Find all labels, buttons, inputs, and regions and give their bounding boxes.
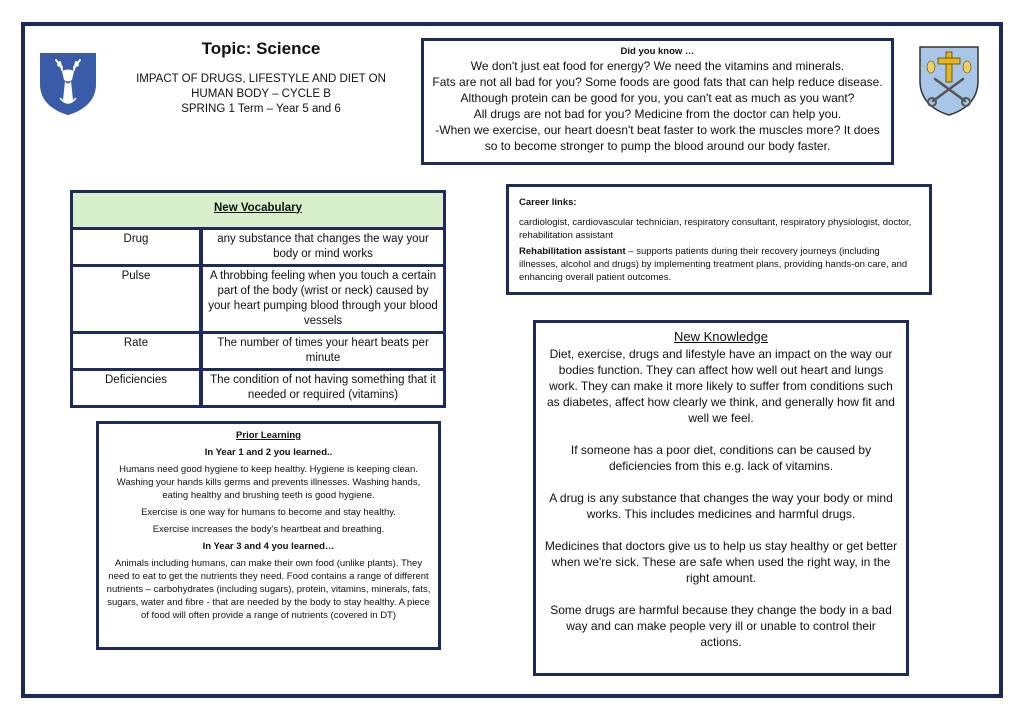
knowledge-paragraph: If someone has a poor diet, conditions can be caused by deficiencies from this e.g. lack of vitamins. [570,443,872,473]
fact-line: All drugs are not bad for you? Medicine from the doctor can help you. [473,107,842,121]
table-row [73,230,443,264]
prior-paragraph: Exercise increases the body's heartbeat and breathing. [152,524,385,535]
prior-learning-box [96,421,441,650]
vocabulary-table [70,190,446,408]
vocab-definition: any substance that changes the way your body or mind works [203,230,443,264]
knowledge-paragraph: Medicines that doctors give us to help us stay healthy or get better when we're sick. These are safe when used the right way, in the right amount. [544,539,898,585]
fact-line: -When we exercise, our heart doesn't beat faster to work the muscles more? It does [435,123,880,137]
year-1-2-heading: In Year 1 and 2 you learned.. [204,447,333,458]
table-row [73,267,443,331]
prior-paragraph: Humans need good hygiene to keep healthy. Hygiene is keeping clean. Washing your hands kills germs and prevents illnesses. Washing hands, eating healthy and brushing teeth is good hygiene. [116,464,421,501]
career-links-box [506,184,932,295]
vocab-term: Rate [73,334,203,368]
fact-line: so to become stronger to pump the blood around our body faster. [484,139,831,153]
cross-keys-crest-icon [917,43,981,117]
vocab-term: Deficiencies [73,371,203,405]
rehab-text: – supports patients during their recovery journeys (including illnesses, alcohol and drugs) by implementing treatment plans, providing hands-on care, and enhancing overall patient outcomes. [519,246,908,283]
did-you-know-heading: Did you know … [620,46,695,57]
new-knowledge-heading: New Knowledge [674,329,768,344]
rehab-description [519,245,919,284]
subtitle-line: SPRING 1 Term – Year 5 and 6 [181,103,341,115]
deer-crest-icon [38,50,98,116]
vocabulary-heading: New Vocabulary [73,193,443,227]
knowledge-paragraph: A drug is any substance that changes the way your body or mind works. This includes medicines and harmful drugs. [549,491,893,521]
vocab-definition: A throbbing feeling when you touch a certain part of the body (wrist or neck) caused by your heart pumping blood through your blood vessels [203,267,443,331]
table-row [73,371,443,405]
year-3-4-heading: In Year 3 and 4 you learned… [202,541,335,552]
vocab-definition: The number of times your heart beats per minute [203,334,443,368]
fact-line: Fats are not all bad for you? Some foods are good fats that can help reduce disease. [432,75,883,89]
knowledge-paragraph: Diet, exercise, drugs and lifestyle have an impact on the way our bodies function. They can affect how well out heart and lungs work. They can make it more likely to suffer from conditions such as diabetes, affect how clearly we think, and generally how fit and well we feel. [547,347,895,425]
vocab-term: Pulse [73,267,203,331]
table-row [73,334,443,368]
fact-line: We don't just eat food for energy? We need the vitamins and minerals. [470,59,845,73]
career-list: cardiologist, cardiovascular technician, respiratory consultant, respiratory physiologist, doctor, rehabilitation assistant [519,217,912,241]
prior-paragraph: Exercise is one way for humans to become and stay healthy. [141,507,396,518]
prior-paragraph: Animals including humans, can make their own food (unlike plants). They need to eat to get the nutrients they need. Food contains a range of different nutrients – carbohydrates (including sugars), protein, vitamins, minerals, fats, sugars, water and fibre - that are needed by the body to stay healthy. A piece of food will often provide a range of nutrients (covered in DT) [106,558,431,621]
rehab-term: Rehabilitation assistant [519,246,626,257]
page-title: Topic: Science [201,39,321,58]
fact-line: Although protein can be good for you, you can't eat as much as you want? [460,91,855,105]
topic-subtitle [118,72,404,117]
new-knowledge-box [533,320,909,676]
vocab-definition: The condition of not having something that it needed or required (vitamins) [203,371,443,405]
prior-learning-heading: Prior Learning [236,430,301,441]
subtitle-line: IMPACT OF DRUGS, LIFESTYLE AND DIET ON [136,73,386,85]
career-links-heading: Career links: [519,197,577,208]
knowledge-paragraph: Some drugs are harmful because they change the body in a bad way and can make people very ill or unable to control their actions. [550,603,892,649]
did-you-know-box [421,38,894,165]
subtitle-line: HUMAN BODY – CYCLE B [191,88,331,100]
vocab-term: Drug [73,230,203,264]
